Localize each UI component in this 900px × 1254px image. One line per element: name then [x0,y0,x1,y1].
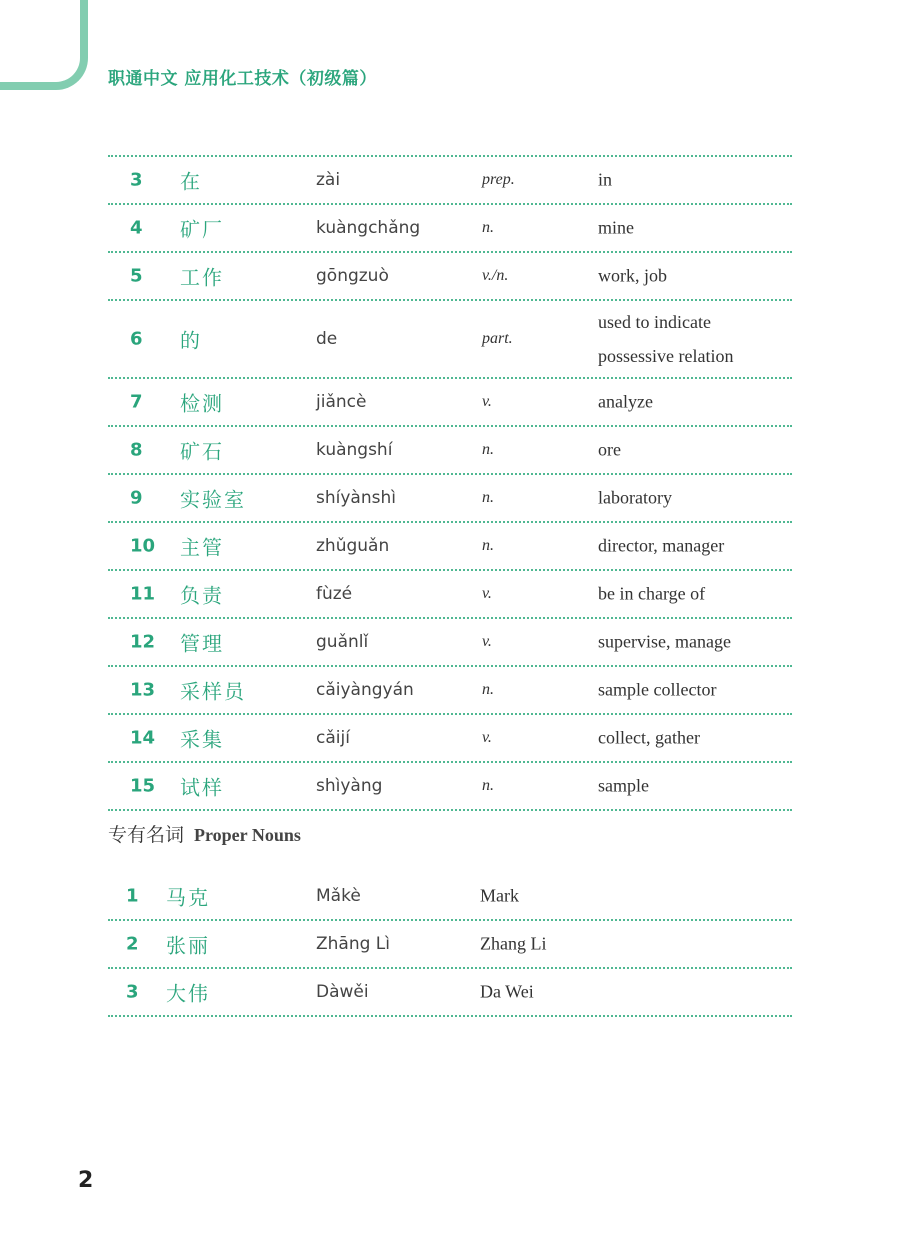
vocab-hanzi: 管理 [180,631,224,656]
vocab-meaning: supervise, manage [598,631,731,652]
vocab-hanzi: 矿石 [180,439,224,464]
vocab-row [108,253,792,301]
vocab-pinyin: zài [316,170,341,190]
vocab-hanzi: 采样员 [180,679,246,704]
vocab-number: 6 [130,328,143,350]
vocab-part-of-speech: n. [482,441,494,458]
proper-noun-pinyin: Dàwěi [316,982,369,1002]
page-number: 2 [78,1168,94,1193]
vocab-row [108,301,792,379]
vocab-pinyin: zhǔguǎn [316,536,390,556]
proper-noun-number: 1 [126,885,139,907]
vocab-row [108,205,792,253]
vocab-part-of-speech: v./n. [482,267,509,284]
proper-noun-row [108,969,792,1017]
vocab-number: 15 [130,775,156,797]
vocab-number: 14 [130,727,156,749]
vocab-meaning: ore [598,439,621,460]
vocab-part-of-speech: n. [482,219,494,236]
vocab-pinyin: kuàngchǎng [316,218,421,238]
vocab-hanzi: 实验室 [180,487,246,512]
proper-noun-number: 3 [126,981,139,1003]
proper-noun-hanzi: 大伟 [166,981,210,1006]
vocab-hanzi: 负责 [180,583,224,608]
vocab-part-of-speech: part. [482,330,513,347]
vocab-meaning: be in charge of [598,583,706,604]
vocab-meaning: laboratory [598,487,672,508]
proper-nouns-heading-en: Proper Nouns [194,825,301,845]
vocab-row [108,715,792,763]
proper-noun-hanzi: 张丽 [166,933,210,958]
vocab-part-of-speech: prep. [482,171,515,188]
vocab-number: 4 [130,217,143,239]
vocab-part-of-speech: n. [482,489,494,506]
vocab-part-of-speech: n. [482,537,494,554]
vocab-meaning: work, job [598,265,667,286]
vocab-part-of-speech: n. [482,777,494,794]
vocab-part-of-speech: n. [482,681,494,698]
running-header: 职通中文 应用化工技术（初级篇） [108,69,377,89]
vocab-number: 8 [130,439,143,461]
vocab-number: 9 [130,487,143,509]
vocab-number: 11 [130,583,156,605]
vocab-hanzi: 检测 [180,391,224,416]
vocab-part-of-speech: v. [482,393,492,410]
vocab-pinyin: de [316,329,338,349]
proper-noun-row [108,921,792,969]
vocab-pinyin: kuàngshí [316,440,393,460]
vocab-hanzi: 主管 [180,535,224,560]
proper-nouns-heading-zh: 专有名词 [108,824,185,846]
vocab-pinyin: gōngzuò [316,266,389,286]
vocab-number: 3 [130,169,143,191]
vocab-number: 7 [130,391,143,413]
vocab-row [108,523,792,571]
vocab-row [108,571,792,619]
vocab-pinyin: guǎnlǐ [316,632,369,652]
vocab-row [108,475,792,523]
vocab-row [108,379,792,427]
vocab-number: 12 [130,631,156,653]
proper-noun-pinyin: Zhāng Lì [316,934,391,954]
proper-noun-hanzi: 马克 [166,885,210,910]
vocab-pinyin: shíyànshì [316,488,396,508]
vocab-meaning: sample collector [598,679,717,700]
vocab-row [108,667,792,715]
proper-noun-pinyin: Mǎkè [316,886,361,906]
vocab-meaning: collect, gather [598,727,700,748]
proper-nouns-heading [108,820,301,847]
vocab-row [108,427,792,475]
vocab-hanzi: 的 [180,328,202,353]
vocab-meaning: director, manager [598,535,725,556]
vocab-pinyin: cǎiyàngyán [316,680,414,700]
vocab-hanzi: 试样 [180,775,224,800]
vocab-row [108,763,792,811]
vocab-part-of-speech: v. [482,585,492,602]
corner-decoration [0,0,88,90]
proper-noun-meaning: Da Wei [480,981,534,1002]
vocab-pinyin: fùzé [316,584,353,604]
vocab-pinyin: cǎijí [316,728,350,748]
vocab-row [108,155,792,205]
vocab-hanzi: 采集 [180,727,224,752]
vocab-hanzi: 在 [180,169,202,194]
vocab-pinyin: shìyàng [316,776,383,796]
vocab-number: 10 [130,535,156,557]
vocab-number: 5 [130,265,143,287]
proper-noun-number: 2 [126,933,139,955]
vocab-part-of-speech: v. [482,633,492,650]
vocab-hanzi: 矿厂 [180,217,224,242]
vocab-number: 13 [130,679,156,701]
vocab-meaning: analyze [598,391,653,412]
proper-noun-meaning: Mark [480,885,519,906]
vocab-meaning: mine [598,217,634,238]
proper-noun-meaning: Zhang Li [480,933,547,954]
vocab-part-of-speech: v. [482,729,492,746]
proper-noun-row [108,873,792,921]
vocab-pinyin: jiǎncè [316,392,367,412]
vocab-hanzi: 工作 [180,265,224,290]
vocab-meaning: used to indicate possessive relation [598,312,734,366]
proper-nouns-table [108,873,792,1017]
vocabulary-table [108,155,792,811]
vocab-meaning: in [598,169,613,190]
vocab-meaning: sample [598,775,649,796]
vocab-row [108,619,792,667]
